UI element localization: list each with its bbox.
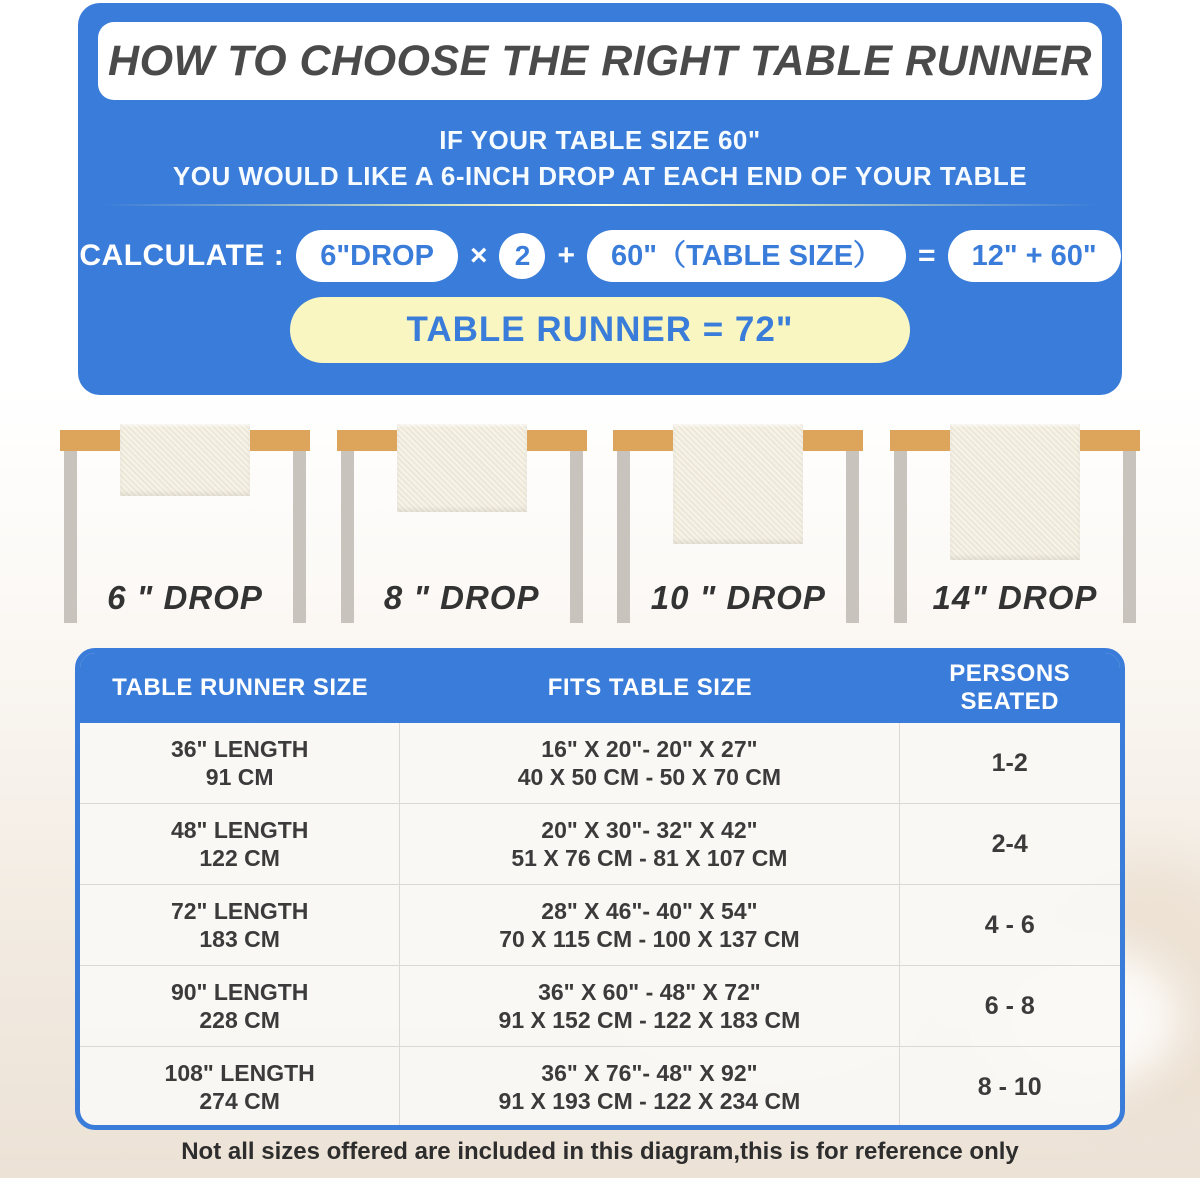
table-row (80, 723, 1120, 804)
runner-size-cell (80, 885, 400, 965)
header-fits-table-size: FITS TABLE SIZE (547, 674, 753, 701)
intro-line-2: YOU WOULD LIKE A 6-INCH DROP AT EACH END OF YOUR TABLE (172, 161, 1028, 191)
runner-length-inches: 72" LENGTH (170, 897, 309, 924)
size-chart-body (80, 723, 1120, 1127)
persons-value: 4 - 6 (984, 910, 1035, 939)
runner-length-cm: 122 CM (199, 845, 280, 871)
runner-length-inches: 90" LENGTH (170, 978, 309, 1005)
fits-size-cm: 91 X 193 CM - 122 X 234 CM (498, 1088, 801, 1114)
persons-seated-cell (900, 723, 1120, 803)
drop-value-pill: 6"DROP (296, 230, 458, 282)
persons-value: 8 - 10 (977, 1072, 1042, 1101)
runner-length-cm: 274 CM (199, 1088, 280, 1114)
drop-label: 6 " DROP (107, 579, 263, 616)
persons-value: 1-2 (991, 748, 1028, 777)
fits-size-inches: 36" X 60" - 48" X 72" (538, 978, 761, 1005)
table-runner-illustration (397, 424, 527, 512)
table-runner-illustration (120, 424, 250, 496)
instruction-panel (78, 3, 1122, 395)
drop-label: 14" DROP (932, 579, 1098, 616)
divider-glow-line (102, 204, 1098, 206)
table-row (80, 885, 1120, 966)
persons-seated-cell (900, 804, 1120, 884)
table-runner-illustration (950, 424, 1080, 560)
fits-table-size-cell (400, 723, 899, 803)
fits-table-size-cell (400, 966, 899, 1046)
plus-sign: + (557, 239, 576, 272)
equals-sign: = (918, 239, 936, 272)
fits-table-size-cell (400, 804, 899, 884)
drop-label: 8 " DROP (383, 579, 540, 616)
fits-size-inches: 20" X 30"- 32" X 42" (541, 816, 758, 843)
persons-seated-cell (900, 966, 1120, 1046)
runner-length-cm: 183 CM (199, 926, 280, 952)
runner-length-inches: 36" LENGTH (170, 735, 309, 762)
sum-pill: 12" + 60" (948, 230, 1121, 282)
fits-size-cm: 51 X 76 CM - 81 X 107 CM (511, 845, 788, 871)
page-title: HOW TO CHOOSE THE RIGHT TABLE RUNNER (108, 36, 1092, 85)
runner-length-cm: 91 CM (205, 764, 274, 790)
fits-size-cm: 40 X 50 CM - 50 X 70 CM (517, 764, 782, 790)
fits-size-inches: 36" X 76"- 48" X 92" (541, 1059, 758, 1086)
table-size-pill: 60"（TABLE SIZE） (587, 230, 906, 282)
fits-size-cm: 70 X 115 CM - 100 X 137 CM (499, 926, 800, 952)
persons-seated-cell (900, 1047, 1120, 1127)
runner-size-cell (80, 966, 400, 1046)
runner-size-cell (80, 723, 400, 803)
size-chart-header (80, 653, 1120, 723)
runner-length-inches: 48" LENGTH (170, 816, 309, 843)
header-runner-size: TABLE RUNNER SIZE (112, 674, 369, 701)
fits-table-size-cell (400, 1047, 899, 1127)
calculation-row (78, 227, 1122, 285)
runner-size-cell (80, 1047, 400, 1127)
drop-figure (60, 420, 310, 635)
drops-row (60, 420, 1140, 635)
size-chart-panel (75, 648, 1125, 1130)
times-sign: × (469, 239, 488, 272)
drop-figure (613, 420, 863, 635)
runner-size-cell (80, 804, 400, 884)
table-row (80, 1047, 1120, 1127)
multiplier-circle: 2 (499, 233, 545, 279)
fits-table-size-cell (400, 885, 899, 965)
fits-size-inches: 16" X 20"- 20" X 27" (541, 735, 758, 762)
table-runner-illustration (673, 424, 803, 544)
drop-figure (337, 420, 587, 635)
calculate-label: CALCULATE : (79, 239, 285, 272)
runner-length-inches: 108" LENGTH (164, 1059, 315, 1086)
drop-figure (890, 420, 1140, 635)
table-row (80, 804, 1120, 885)
drop-label: 10 " DROP (650, 579, 826, 616)
footnote: Not all sizes offered are included in this diagram,this is for reference only (181, 1138, 1019, 1165)
fits-size-cm: 91 X 152 CM - 122 X 183 CM (498, 1007, 801, 1033)
title-banner (98, 22, 1102, 100)
result-pill (290, 297, 910, 363)
persons-value: 2-4 (991, 829, 1028, 858)
header-persons-seated: PERSONS SEATED (949, 660, 1071, 715)
runner-length-cm: 228 CM (199, 1007, 280, 1033)
table-row (80, 966, 1120, 1047)
persons-value: 6 - 8 (984, 991, 1035, 1020)
intro-line-1: IF YOUR TABLE SIZE 60" (439, 125, 761, 155)
result-text: TABLE RUNNER = 72" (406, 310, 794, 349)
fits-size-inches: 28" X 46"- 40" X 54" (541, 897, 758, 924)
persons-seated-cell (900, 885, 1120, 965)
